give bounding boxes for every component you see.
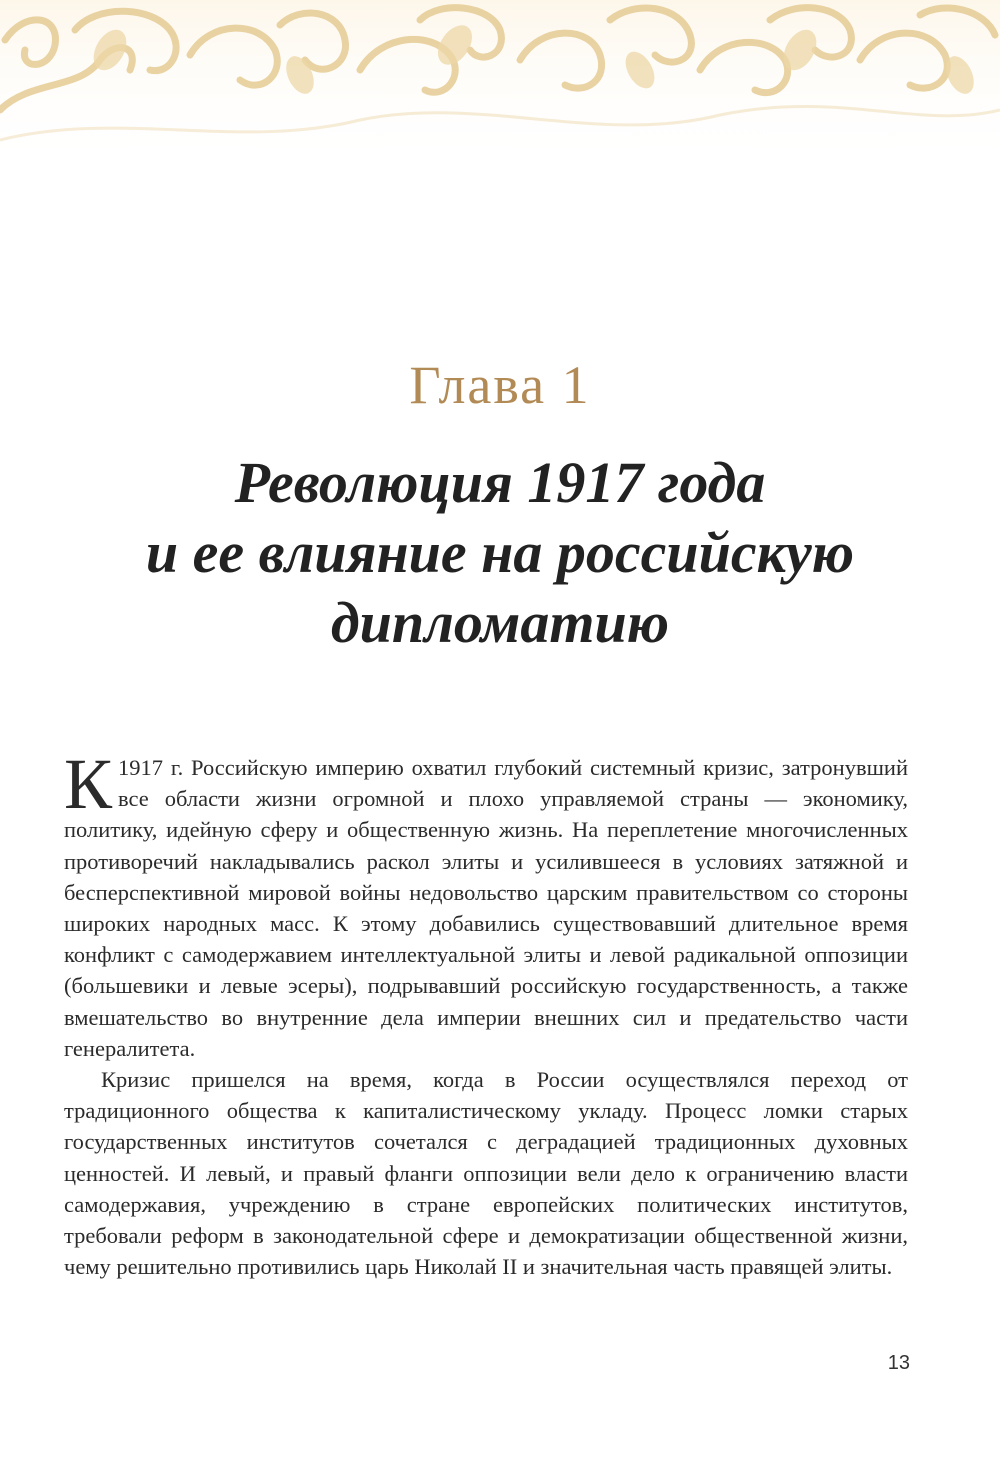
page-number: 13: [887, 1352, 910, 1374]
paragraph-text: 1917 г. Российскую империю охватил глубокий системный кризис, затронувший все области жизни огромной и плохо управляемой страны — экономику, политику, идейную сферу и общественную жизнь. На переплетение многочисленных противоречий накладывались раскол элиты и усилившееся в условиях затяжной и бесперспективной мировой войны недовольство царским правительством со стороны широких народных масс. К этому добавились существовавший длительное время конфликт с самодержавием интеллектуальной элиты и левой радикальной оппозиции (большевики и левые эсеры), подрывавший российскую государственность, а также вмешательство во внутренние дела империи внешних сил и предательство части генералитета.: [64, 755, 908, 1061]
paragraph: [64, 744, 908, 1064]
chapter-label: Глава 1: [409, 355, 591, 415]
chapter-title: [60, 448, 940, 658]
ornament-header: [0, 0, 1000, 170]
chapter-title-line: дипломатию: [330, 590, 670, 655]
body-text: [64, 744, 908, 1282]
drop-cap: К: [64, 744, 113, 824]
chapter-title-line: и ее влияние на российскую: [145, 520, 855, 585]
paragraph: Кризис пришелся на время, когда в России осуществлялся переход от традиционного общества к капиталистическому укладу. Процесс ломки старых государственных институтов сочетался с деградацией традиционных духовных ценностей. И левый, и правый фланги оппозиции вели дело к ограничению власти самодержавия, учреждению в стране европейских политических институтов, требовали реформ в законодательной сфере и демократизации общественной жизни, чему решительно противились царь Николай II и значительная часть правящей элиты.: [64, 1067, 908, 1280]
chapter-title-line: Революция 1917 года: [234, 450, 766, 515]
